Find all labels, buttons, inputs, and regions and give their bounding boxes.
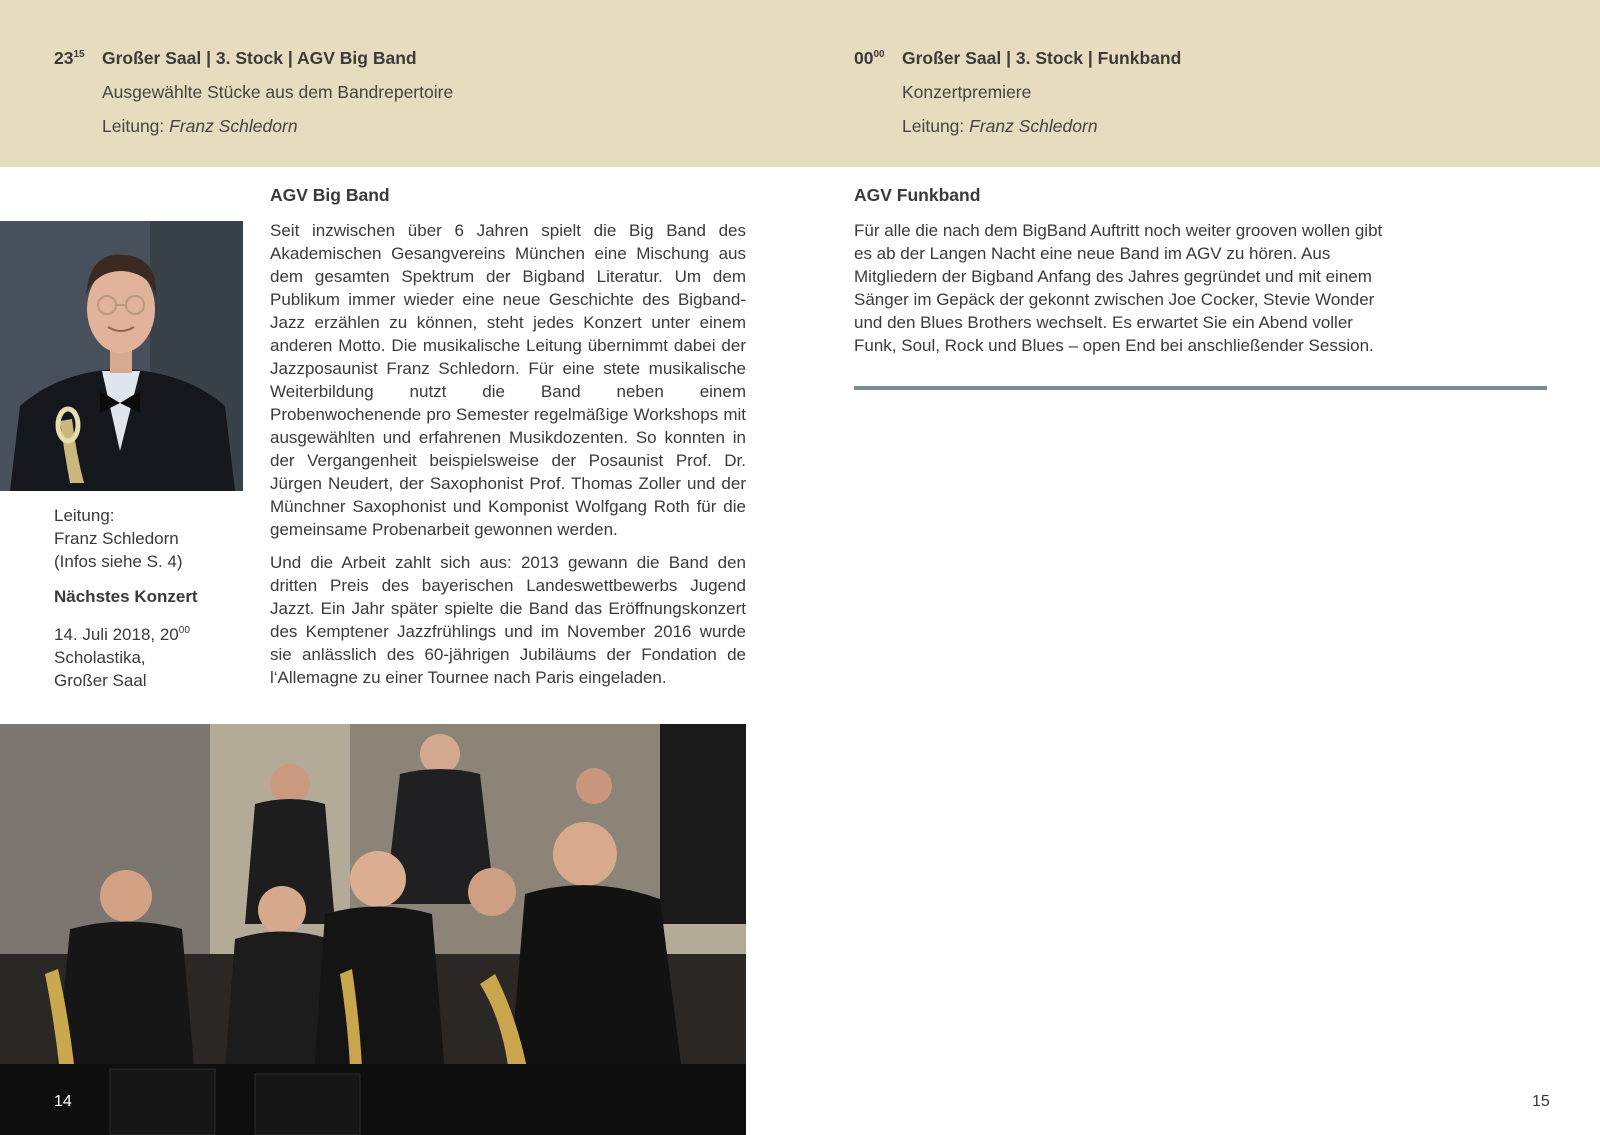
next-concert-place: Scholastika, bbox=[54, 648, 146, 667]
event-description: Konzertpremiere bbox=[902, 82, 1032, 102]
separator: | bbox=[1087, 48, 1093, 68]
conductor-portrait-photo bbox=[0, 221, 243, 491]
conductor-info-ref: (Infos siehe S. 4) bbox=[54, 552, 183, 571]
separator: | bbox=[206, 48, 211, 68]
event-time: $00^{00}$ bbox=[854, 48, 885, 68]
separator: | bbox=[1006, 48, 1011, 68]
event-lead: Leitung: Franz Schledorn bbox=[102, 116, 298, 136]
event-entry-funkband bbox=[854, 38, 1181, 143]
next-concert-details bbox=[54, 619, 190, 692]
page-number-left: 14 bbox=[54, 1093, 72, 1110]
conductor-name: Franz Schledorn bbox=[54, 529, 179, 548]
event-lead: Leitung: Franz Schledorn bbox=[902, 116, 1098, 136]
page-number-right: 15 bbox=[1532, 1093, 1550, 1110]
next-concert bbox=[54, 585, 198, 608]
event-description: Ausgewählte Stücke aus dem Bandrepertoire bbox=[102, 82, 454, 102]
separator: | bbox=[287, 48, 293, 68]
bigband-body bbox=[270, 219, 746, 699]
funkband-body bbox=[854, 219, 1384, 367]
next-concert-room: Großer Saal bbox=[54, 671, 147, 690]
conductor-info bbox=[54, 504, 183, 573]
funkband-heading: AGV Funkband bbox=[854, 185, 981, 205]
bigband-performance-photo bbox=[0, 724, 746, 1135]
event-venue: Großer Saal bbox=[102, 48, 202, 68]
funkband-paragraph: Für alle die nach dem BigBand Auftritt noch weiter grooven wollen gibt es ab der Langen Nacht eine neue Band im AGV zu hören. Aus Mitgliedern der Bigband Anfang des Jahres gegründet und mit einem Sänger im Gepäck der gekonnt zwischen Joe Cocker, Stevie Wonder und den Blues Brothers wechselt. Es erwartet Sie ein Abend voller Funk, Soul, Rock und Blues – open End bei anschließender Session. bbox=[854, 221, 1383, 355]
next-concert-heading: Nächstes Konzert bbox=[54, 587, 198, 606]
conductor-lead-label: Leitung: bbox=[54, 506, 115, 525]
bigband-paragraph-2: Und die Arbeit zahlt sich aus: 2013 gewann die Band den dritten Preis des bayerischen Landeswettbewerbs Jugend Jazzt. Ein Jahr später spielte die Band das Eröffnungskonzert des Kemptener Jazzfrühlings und im November 2016 wurde sie anlässlich des 60-jährigen Jubiläums der Fondation de l‘Allemagne zu einer Tournee nach Paris eingeladen. bbox=[270, 553, 746, 687]
bigband-paragraph-1: Seit inzwischen über 6 Jahren spielt die Big Band des Akademischen Gesangvereins München eine Mischung aus dem gesamten Spektrum der Bigband Literatur. Um dem Publikum immer wieder eine neue Geschichte des Bigband-Jazz erzählen zu können, steht jedes Konzert unter einem anderen Motto. Die musikalische Leitung übernimmt dabei der Jazzposaunist Franz Schledorn. Für eine stete musikalische Weiterbildung nutzt die Band neben einem Probenwochenende pro Semester regelmäßige Workshops mit ausgewählten und erfahrenen Musikdozenten. So konnten in der Vergangenheit beispielsweise der Posaunist Prof. Dr. Jürgen Neudert, der Saxophonist Prof. Thomas Zoller und der Münchner Saxophonist und Komponist Wolfgang Roth für die gemeinsame Probenarbeit gewonnen werden. bbox=[270, 221, 746, 539]
section-divider bbox=[854, 386, 1547, 390]
next-concert-date: 14. Juli 2018, $20^{00}$ bbox=[54, 625, 190, 644]
event-time: $23^{15}$ bbox=[54, 48, 85, 68]
event-floor: 3. Stock bbox=[215, 48, 283, 68]
event-entry-bigband bbox=[54, 38, 453, 143]
event-venue: Großer Saal bbox=[902, 48, 1002, 68]
event-headline bbox=[54, 38, 453, 75]
event-band: AGV Big Band bbox=[297, 48, 417, 68]
event-headline bbox=[854, 38, 1181, 75]
event-floor: 3. Stock bbox=[1015, 48, 1083, 68]
bigband-heading: AGV Big Band bbox=[270, 185, 390, 205]
event-band: Funkband bbox=[1097, 48, 1182, 68]
